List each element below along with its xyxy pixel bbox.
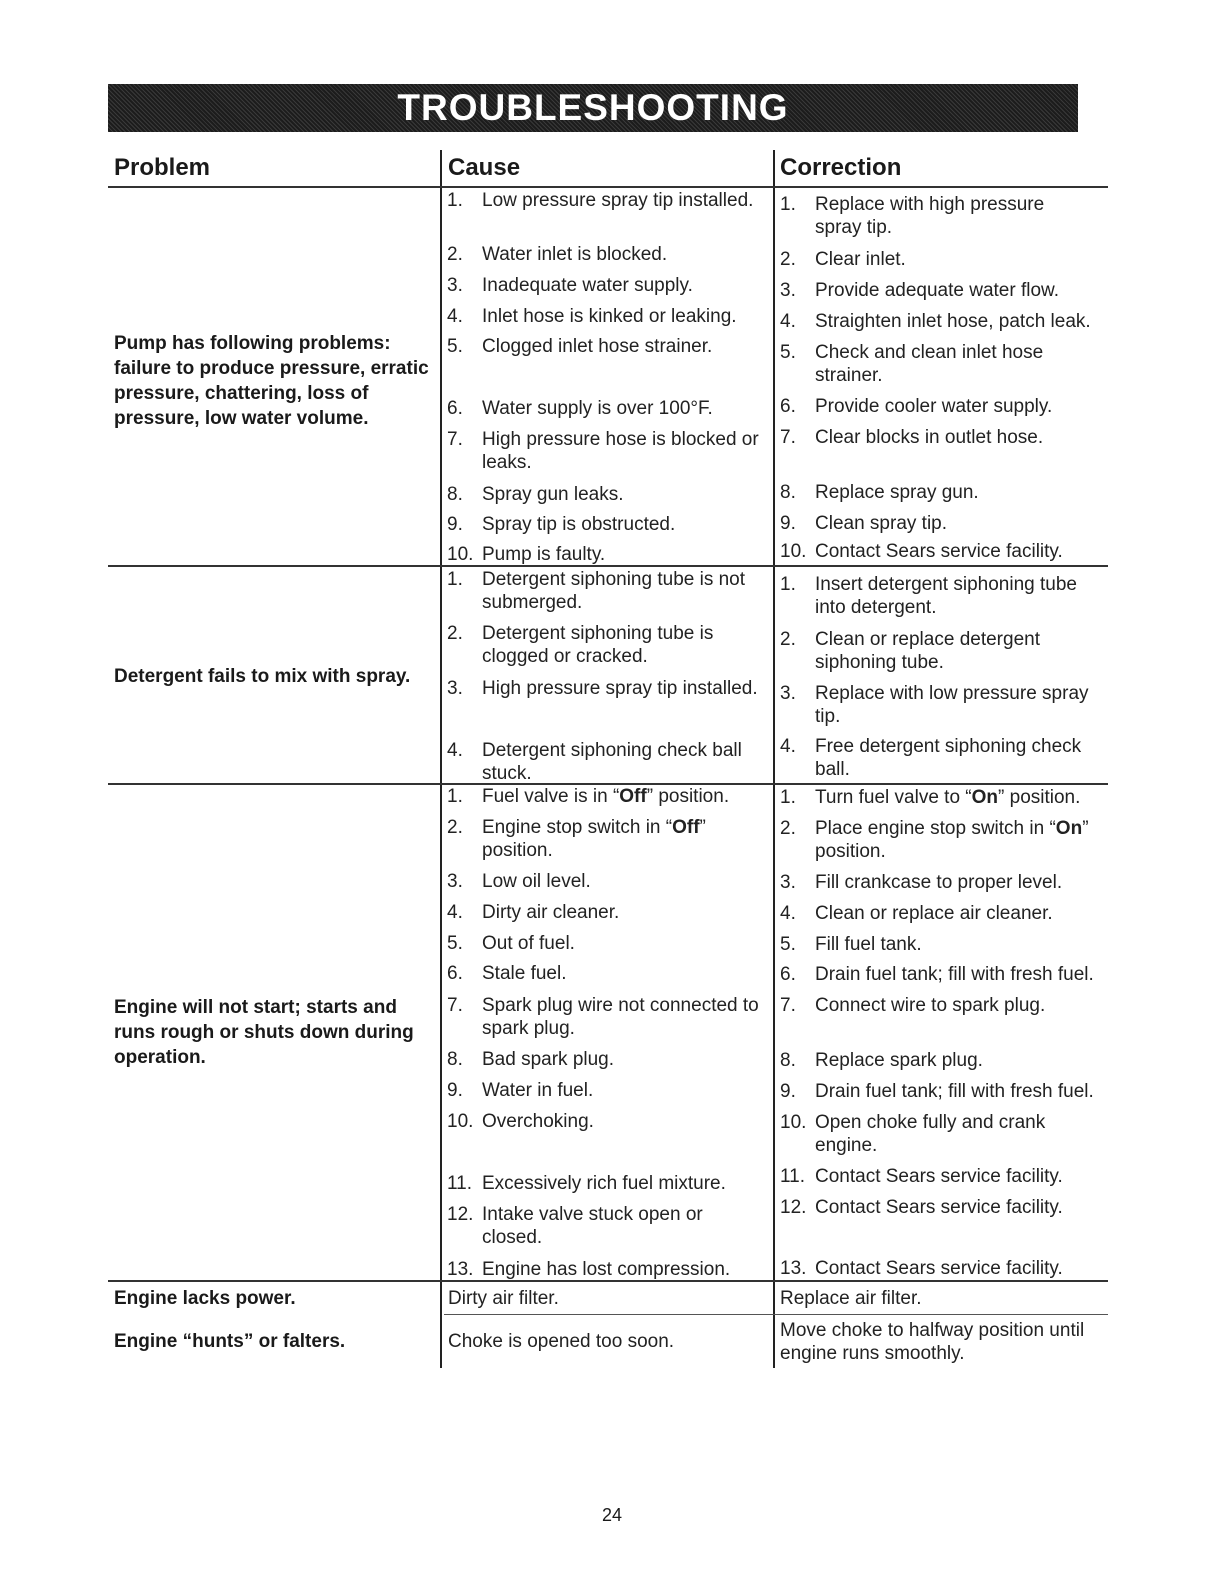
- header-correction: Correction: [780, 154, 902, 181]
- problem-text: Engine “hunts” or falters.: [114, 1331, 346, 1352]
- page-number: 24: [601, 1505, 623, 1525]
- page-title: TROUBLESHOOTING: [397, 87, 789, 128]
- cause-text: Choke is opened too soon.: [448, 1331, 675, 1352]
- header-rule: [108, 186, 1108, 188]
- problem-text: Detergent fails to mix with spray.: [114, 666, 411, 687]
- header-cause: Cause: [448, 154, 521, 181]
- column-divider-correction: [773, 150, 775, 1368]
- title-banner: [108, 84, 1078, 132]
- problem-text: Engine will not start; starts and runs rough or shuts down during operation.: [114, 997, 414, 1068]
- column-divider-cause: [440, 150, 442, 1368]
- cause-text: Dirty air filter.: [448, 1288, 559, 1309]
- section-divider: [444, 1314, 1108, 1315]
- correction-text: Move choke to halfway position until engine runs smoothly.: [780, 1320, 1085, 1364]
- section-divider: [108, 565, 1108, 567]
- problem-text: Engine lacks power.: [114, 1288, 296, 1309]
- correction-text: Replace air filter.: [780, 1288, 922, 1309]
- problem-text: Pump has following problems: failure to produce pressure, erratic pressure, chattering, loss of pressure, low water volume.: [114, 333, 429, 429]
- header-problem: Problem: [114, 154, 211, 181]
